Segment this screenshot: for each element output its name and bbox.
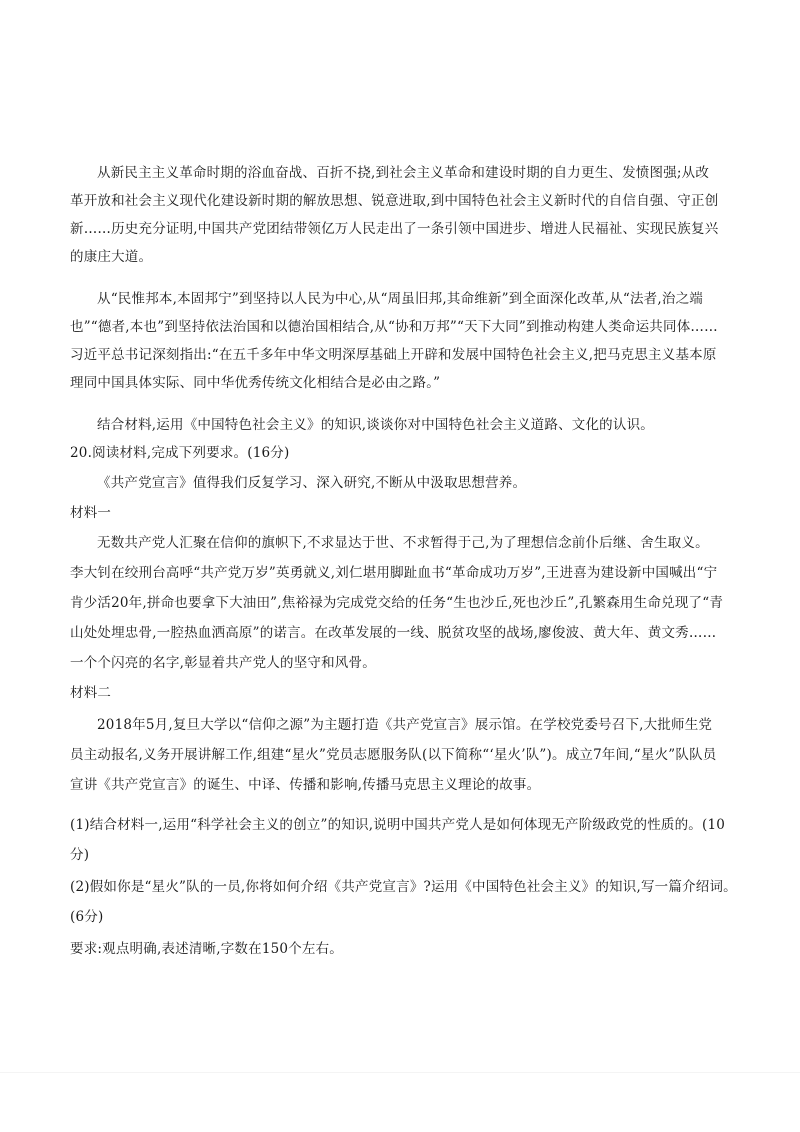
material1-line-3: 肯少活20年,拼命也要拿下大油田”,焦裕禄为完成党交给的任务“生也沙丘,死也沙丘”,孔繁森用生命兑现了“青	[70, 595, 724, 611]
passage2-line-3: 习近平总书记深刻指出:“在五千多年中华文明深厚基础上开辟和发展中国特色社会主义,把马克思主义基本原	[70, 347, 717, 363]
question20-intro: 《共产党宣言》值得我们反复学习、深入研究,不断从中汲取思想营养。	[97, 475, 527, 491]
passage2-line-2: 也”“德者,本也”到坚持依法治国和以德治国相结合,从“协和万邦”“天下大同”到推动构建人类命运共同体……	[70, 319, 718, 335]
material1-label: 材料一	[70, 505, 112, 521]
passage1-line-4: 的康庄大道。	[70, 249, 153, 265]
question20-header: 20.阅读材料,完成下列要求。(16分)	[70, 445, 290, 461]
material1-line-2: 李大钊在绞刑台高呼“共产党万岁”英勇就义,刘仁堪用脚趾血书“革命成功万岁”,王进喜为建设新中国喊出“宁	[70, 565, 718, 581]
passage1-line-2: 革开放和社会主义现代化建设新时期的解放思想、锐意进取,到中国特色社会主义新时代的自信自强、守正创	[70, 193, 719, 209]
page-bottom-divider	[0, 1072, 800, 1073]
passage2-line-1: 从“民惟邦本,本固邦宁”到坚持以人民为中心,从“周虽旧邦,其命维新”到全面深化改革,从“法者,治之端	[97, 291, 703, 307]
material2-line-2: 员主动报名,义务开展讲解工作,组建“星火”党员志愿服务队(以下简称“‘星火’队”)。成立7年间,“星火”队队员	[70, 747, 717, 763]
question20-requirement: 要求:观点明确,表述清晰,字数在150个左右。	[70, 941, 343, 957]
material2-line-3: 宣讲《共产党宣言》的诞生、中译、传播和影响,传播马克思主义理论的故事。	[70, 777, 541, 793]
material2-line-1: 2018年5月,复旦大学以“信仰之源”为主题打造《共产党宣言》展示馆。在学校党委号召下,大批师生党	[97, 717, 713, 733]
passage1-line-1: 从新民主主义革命时期的浴血奋战、百折不挠,到社会主义革命和建设时期的自力更生、发愤图强;从改	[97, 165, 710, 181]
question20-part1-line-1: (1)结合材料一,运用“科学社会主义的创立”的知识,说明中国共产党人是如何体现无产阶级政党的性质的。(10	[70, 817, 726, 833]
material1-line-4: 山处处埋忠骨,一腔热血洒高原”的诺言。在改革发展的一线、脱贫攻坚的战场,廖俊波、黄大年、黄文秀……	[70, 625, 717, 641]
question20-part2-line-2: (6分)	[70, 909, 104, 925]
material1-line-1: 无数共产党人汇聚在信仰的旗帜下,不求显达于世、不求暂得于己,为了理想信念前仆后继、舍生取义。	[97, 535, 709, 551]
passage1-line-3: 新……历史充分证明,中国共产党团结带领亿万人民走出了一条引领中国进步、增进人民福祉、实现民族复兴	[70, 221, 719, 237]
material2-label: 材料二	[70, 685, 112, 701]
material1-line-5: 一个个闪亮的名字,彰显着共产党人的坚守和风骨。	[70, 655, 376, 671]
question20-part1-line-2: 分)	[70, 847, 90, 863]
passage2-line-4: 理同中国具体实际、同中华优秀传统文化相结合是必由之路。”	[70, 375, 441, 391]
question19-prompt: 结合材料,运用《中国特色社会主义》的知识,谈谈你对中国特色社会主义道路、文化的认识。	[97, 417, 654, 433]
question20-part2-line-1: (2)假如你是“星火”队的一员,你将如何介绍《共产党宣言》?运用《中国特色社会主义》的知识,写一篇介绍词。	[70, 879, 737, 895]
